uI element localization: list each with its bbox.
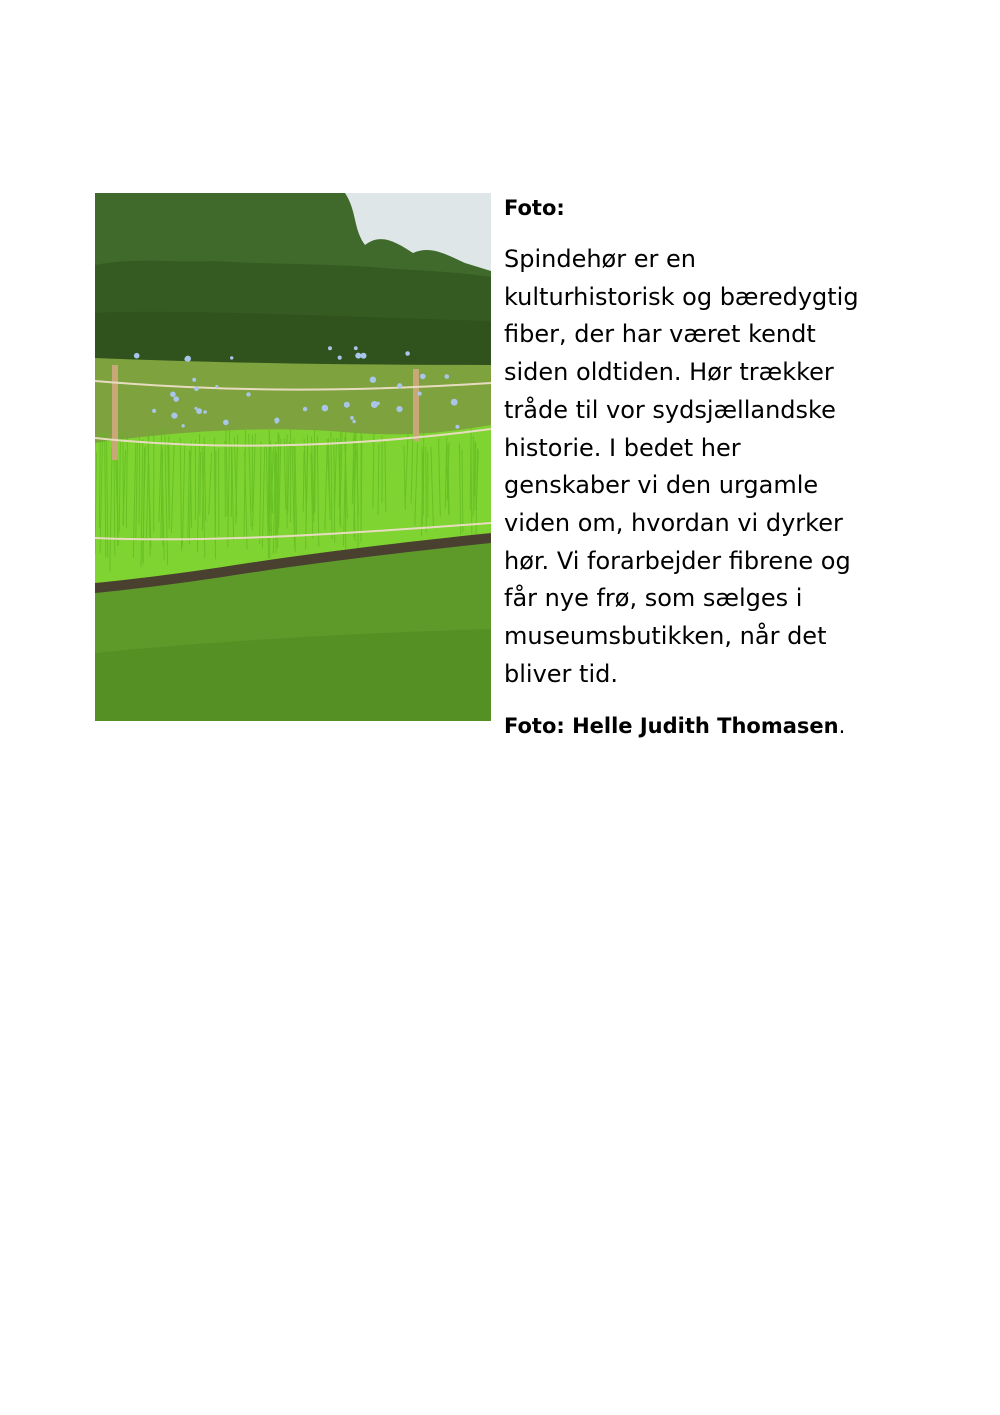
flax-flower	[134, 353, 140, 359]
flax-flower	[275, 420, 279, 424]
photo-label: Foto:	[504, 196, 565, 220]
flax-flower	[173, 396, 179, 402]
flax-flower	[396, 406, 402, 412]
flax-flower	[338, 356, 342, 360]
flax-flower	[194, 407, 197, 410]
flax-flower	[328, 346, 332, 350]
flax-flower	[181, 424, 184, 427]
flax-flower	[355, 353, 361, 359]
flax-flower	[152, 409, 156, 413]
flax-flower	[354, 346, 358, 350]
flax-stem	[225, 441, 226, 517]
flax-stem	[426, 447, 427, 533]
flax-flower	[344, 402, 350, 408]
flax-flower	[350, 416, 354, 420]
photo-post-right	[413, 369, 419, 441]
flax-stem	[162, 448, 163, 547]
flax-flower	[405, 351, 410, 356]
flax-flower	[171, 413, 177, 419]
flax-flower	[184, 357, 188, 361]
flax-flower	[203, 410, 207, 414]
flax-stem	[423, 433, 424, 516]
caption-line: fiber, der har været kendt	[504, 320, 816, 349]
photo-hedge-shade	[95, 312, 491, 368]
flax-stem	[139, 436, 140, 525]
photo-post-left	[112, 365, 118, 460]
caption-line: kulturhistorisk og bæredygtig	[504, 282, 859, 311]
photo-credit	[504, 711, 924, 741]
flax-bed-photo	[95, 193, 491, 721]
caption-line: viden om, hvordan vi dyrker	[504, 508, 843, 537]
flax-flower	[215, 385, 218, 388]
photo-credit-name: Foto: Helle Judith Thomasen	[504, 714, 839, 739]
caption-line: får nye frø, som sælges i	[504, 584, 803, 613]
flax-flower	[322, 405, 329, 412]
flax-flower	[303, 407, 307, 411]
caption-line: museumsbutikken, når det	[504, 622, 827, 651]
photo-credit-period: .	[838, 714, 846, 739]
caption-line: hør. Vi forarbejder fibrene og	[504, 546, 851, 575]
caption-line: bliver tid.	[504, 659, 618, 688]
flax-flower	[170, 392, 176, 398]
caption-line: tråde til vor sydsjællandske	[504, 395, 836, 424]
flax-flower	[455, 425, 459, 429]
caption-line: genskaber vi den urgamle	[504, 471, 819, 500]
caption-line: historie. I bedet her	[504, 433, 741, 462]
flax-flower	[376, 402, 380, 406]
flax-flower	[352, 420, 355, 423]
caption-column	[504, 193, 924, 741]
flax-stem	[123, 432, 124, 526]
caption-line: Spindehør er en	[504, 245, 696, 273]
flax-flower	[418, 392, 422, 396]
flax-stem	[315, 442, 316, 512]
flax-flower	[246, 392, 250, 396]
caption-line: siden oldtiden. Hør trækker	[504, 358, 834, 387]
flax-flower	[194, 387, 199, 392]
flax-flower	[230, 356, 233, 359]
flax-stem	[276, 452, 277, 553]
flax-flower	[223, 420, 229, 426]
flax-flower	[370, 377, 376, 383]
caption-body	[504, 241, 924, 693]
flax-flower	[445, 374, 450, 379]
flax-flower	[451, 399, 458, 406]
flax-flower	[361, 353, 367, 359]
flax-flower	[192, 378, 196, 382]
flax-flower	[397, 383, 402, 388]
flax-flower	[420, 374, 426, 380]
